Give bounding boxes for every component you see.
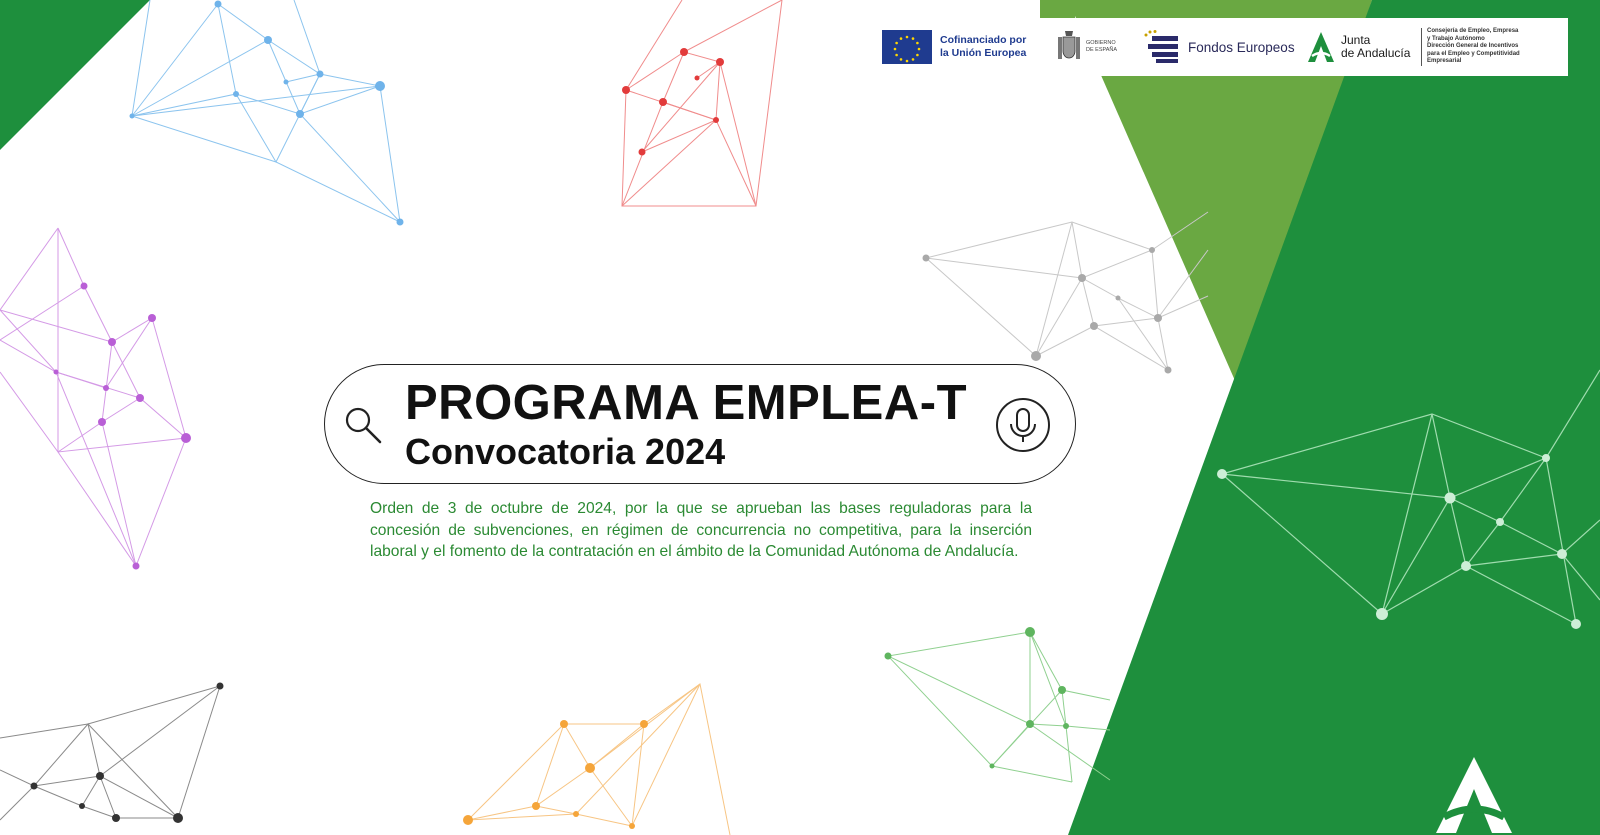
eu-cofinancing-label bbox=[940, 34, 1040, 60]
gobierno-line1: GOBIERNO bbox=[1086, 40, 1116, 46]
fondos-europeos-icon bbox=[1142, 30, 1182, 64]
gobierno-line2: DE ESPAÑA bbox=[1086, 47, 1118, 53]
consejeria-line1: Consejería de Empleo, Empresa bbox=[1427, 28, 1519, 35]
consejeria-line5: Empresarial bbox=[1427, 58, 1462, 65]
eu-flag-icon bbox=[882, 30, 932, 64]
purple-network bbox=[0, 228, 186, 566]
page-title: PROGRAMA EMPLEA-T bbox=[405, 376, 967, 430]
eu-label-line1: Cofinanciado por bbox=[940, 34, 1027, 46]
consejeria-line2: y Trabajo Autónomo bbox=[1427, 35, 1485, 42]
consejeria-label bbox=[1421, 28, 1552, 66]
microphone-icon bbox=[995, 397, 1051, 453]
green-network bbox=[888, 632, 1110, 782]
search-icon bbox=[341, 403, 385, 447]
eu-label-line2: la Unión Europea bbox=[940, 47, 1027, 59]
junta-andalucia-corner-logo bbox=[1432, 755, 1516, 833]
junta-line1: Junta bbox=[1341, 33, 1371, 47]
black-network bbox=[0, 686, 220, 820]
junta-line2: de Andalucía bbox=[1341, 46, 1411, 60]
coat-of-arms-icon bbox=[1056, 29, 1082, 65]
page-subtitle: Convocatoria 2024 bbox=[405, 431, 726, 472]
grey-network bbox=[926, 212, 1208, 370]
gobierno-label bbox=[1086, 40, 1128, 54]
blue-network bbox=[132, 0, 400, 222]
junta-andalucia-logo bbox=[1306, 30, 1336, 64]
consejeria-line4: para el Empleo y Competitividad bbox=[1427, 50, 1520, 57]
red-network bbox=[622, 0, 782, 206]
sponsor-logos-bar bbox=[876, 18, 1568, 76]
order-description: Orden de 3 de octubre de 2024, por la que se aprueban las bases reguladoras para la concesión de subvenciones, en régimen de concurrencia no competitiva, para la inserción laboral y el fomento de la contratación en el ámbito de la Comunidad Autónoma de Andalucía. bbox=[370, 500, 1032, 561]
orange-network bbox=[468, 684, 730, 835]
junta-andalucia-label bbox=[1341, 34, 1421, 60]
fondos-europeos-label: Fondos Europeos bbox=[1188, 39, 1295, 55]
consejeria-line3: Dirección General de Incentivos bbox=[1427, 43, 1519, 50]
search-bar-title bbox=[324, 364, 1076, 484]
